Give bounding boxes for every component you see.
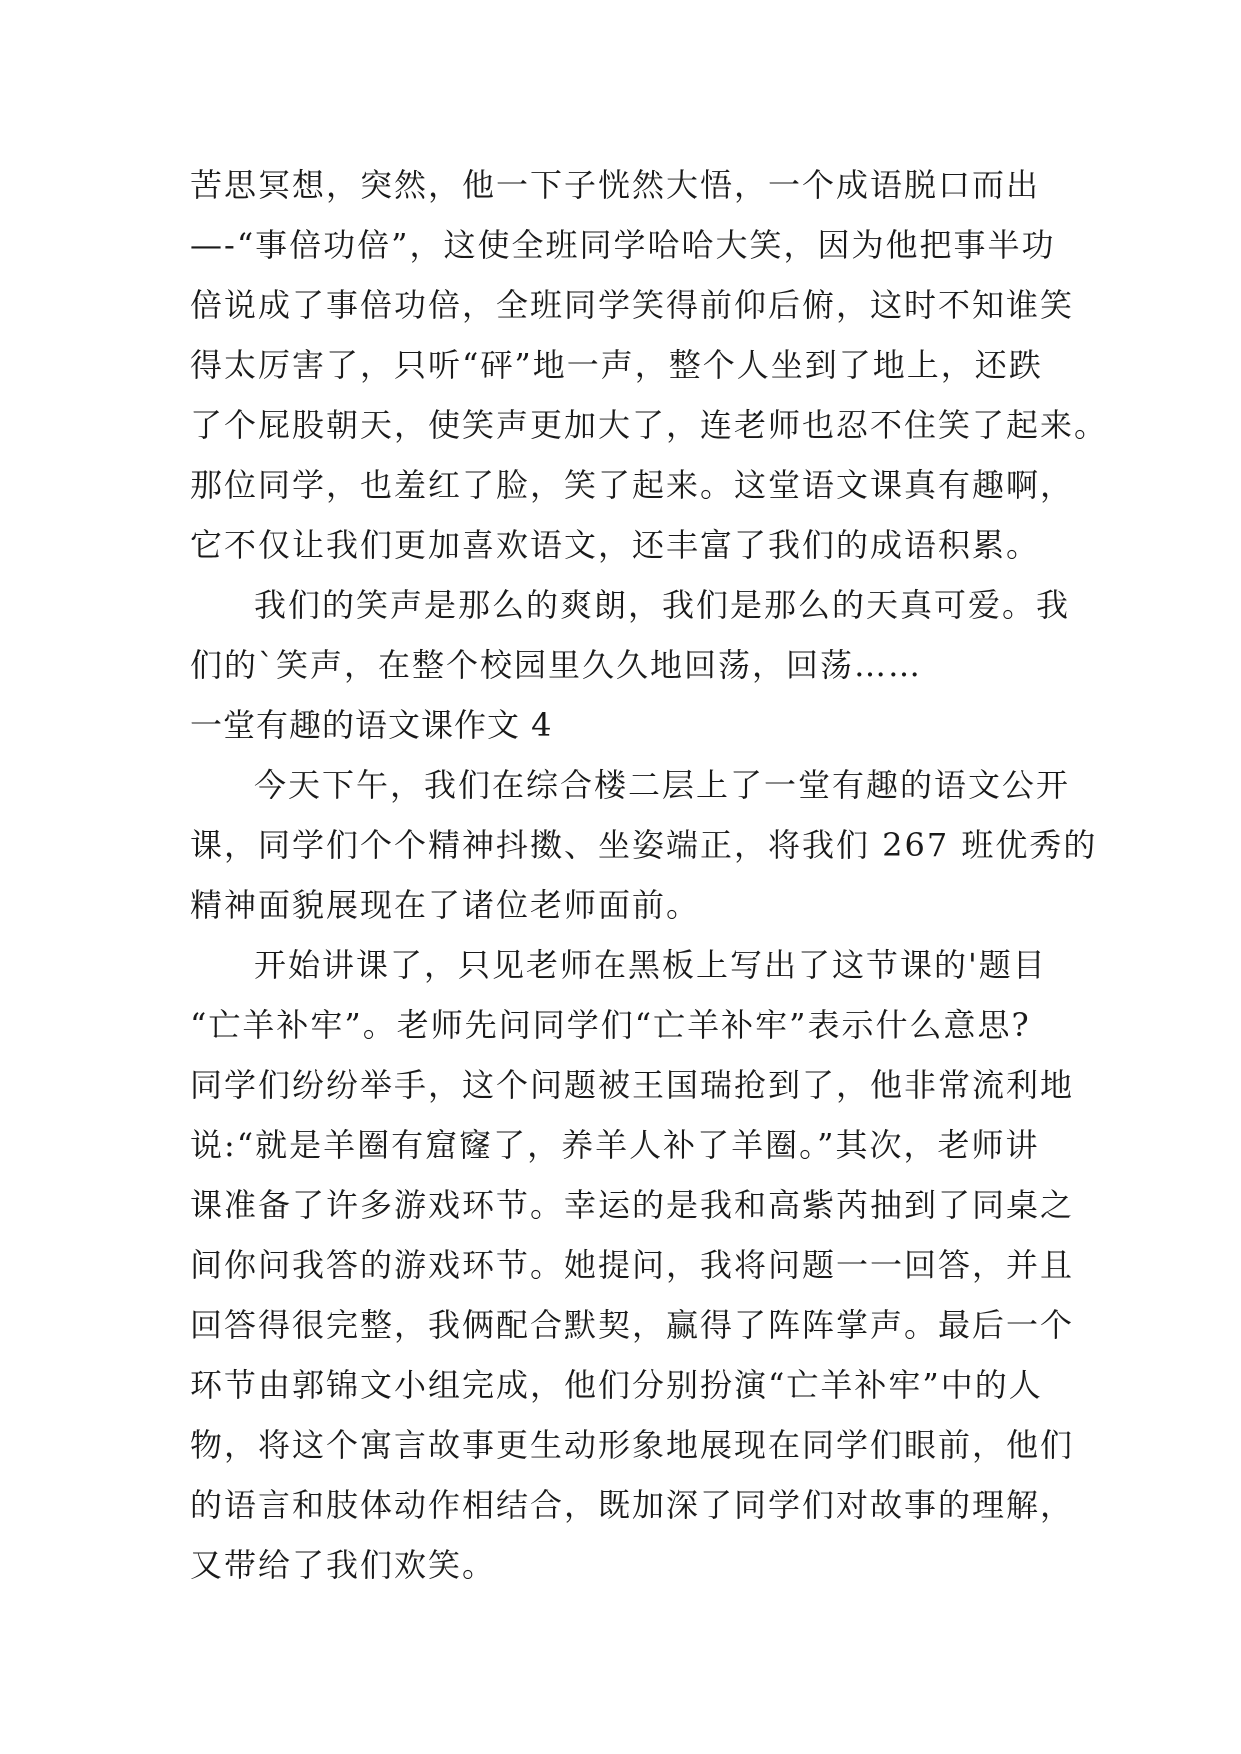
closing-paragraph — [190, 575, 1071, 695]
text-line: 又带给了我们欢笑。 — [190, 1546, 497, 1584]
section-title: 一堂有趣的语文课作文 4 — [190, 706, 553, 744]
text-line: 回答得很完整，我俩配合默契，赢得了阵阵掌声。最后一个 — [190, 1306, 1075, 1344]
text-line: 说:“就是羊圈有窟窿了，养羊人补了羊圈。”其次，老师讲 — [190, 1126, 1040, 1164]
text-line: 今天下午，我们在综合楼二层上了一堂有趣的语文公开 — [254, 766, 1071, 804]
text-line: 那位同学，也羞红了脸，笑了起来。这堂语文课真有趣啊， — [190, 466, 1075, 504]
text-line: “亡羊补牢”。老师先问同学们“亡羊补牢”表示什么意思? — [190, 1006, 1031, 1044]
text-line: 开始讲课了，只见老师在黑板上写出了这节课的'题目 — [254, 946, 1047, 984]
text-line: 物，将这个寓言故事更生动形象地展现在同学们眼前，他们 — [190, 1426, 1075, 1464]
text-line: 同学们纷纷举手，这个问题被王国瑞抢到了，他非常流利地 — [190, 1066, 1075, 1104]
text-line: 的语言和肢体动作相结合，既加深了同学们对故事的理解， — [190, 1486, 1075, 1524]
text-line: 得太厉害了，只听“砰”地一声，整个人坐到了地上，还跌 — [190, 346, 1043, 384]
text-line: 倍说成了事倍功倍，全班同学笑得前仰后俯，这时不知谁笑 — [190, 286, 1075, 324]
text-line: 了个屁股朝天，使笑声更加大了，连老师也忍不住笑了起来。 — [190, 406, 1109, 444]
document-page — [190, 155, 1109, 1595]
text-line: 苦思冥想，突然，他一下子恍然大悟，一个成语脱口而出 — [190, 166, 1041, 204]
text-line: 我们的笑声是那么的爽朗，我们是那么的天真可爱。我 — [254, 586, 1071, 624]
text-line: 课准备了许多游戏环节。幸运的是我和高紫芮抽到了同桌之 — [190, 1186, 1075, 1224]
text-line: 它不仅让我们更加喜欢语文，还丰富了我们的成语积累。 — [190, 526, 1041, 564]
continuation-paragraph — [190, 155, 1109, 575]
text-line: 环节由郭锦文小组完成，他们分别扮演“亡羊补牢”中的人 — [190, 1366, 1043, 1404]
text-line: —-“事倍功倍”，这使全班同学哈哈大笑，因为他把事半功 — [190, 226, 1056, 264]
text-line: 精神面貌展现在了诸位老师面前。 — [190, 886, 701, 924]
paragraph-lesson — [190, 935, 1075, 1595]
paragraph-intro — [190, 755, 1098, 935]
text-line: 间你问我答的游戏环节。她提问，我将问题一一回答，并且 — [190, 1246, 1075, 1284]
text-line: 课，同学们个个精神抖擞、坐姿端正，将我们 267 班优秀的 — [190, 826, 1098, 864]
text-line: 们的`笑声，在整个校园里久久地回荡，回荡…… — [190, 646, 923, 684]
